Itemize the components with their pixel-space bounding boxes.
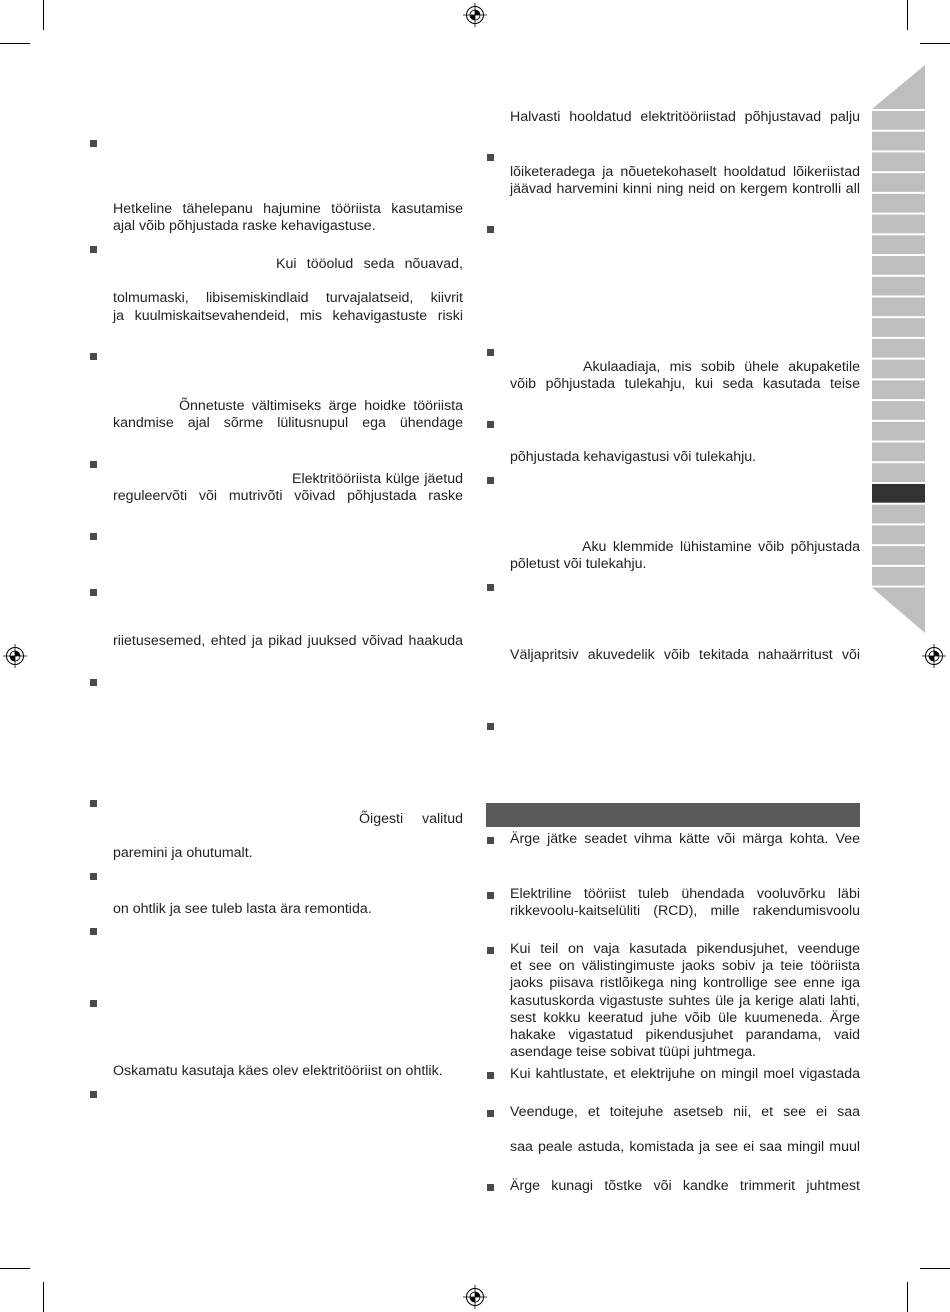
chapter-tab-corner: [872, 65, 925, 109]
text-line: võib põhjustada tulekahju, kui seda kasutada teise: [510, 376, 860, 392]
text-line: Ärge kunagi tõstke või kandke trimmerit juhtmest: [510, 1178, 860, 1194]
bullet: [487, 947, 494, 954]
text-line: paremini ja ohutumalt.: [113, 845, 253, 861]
text-line: tolmumaski, libisemiskindlaid turvajalatseid, kiivrit: [113, 290, 463, 306]
registration-mark-icon: [462, 1284, 488, 1310]
chapter-tab: [872, 256, 925, 275]
chapter-tab: [872, 297, 925, 316]
text-line: Halvasti hooldatud elektritööriistad põhjustavad palju: [510, 109, 860, 125]
text-line: Elektriline tööriist tuleb ühendada vooluvõrku läbi: [510, 886, 860, 902]
crop-mark: [43, 1282, 44, 1312]
chapter-tab: [872, 567, 925, 586]
crop-mark: [907, 1282, 908, 1312]
chapter-tab: [872, 339, 925, 358]
text-line: jaoks piisava ristlõikega ning kontrollige see enne iga: [510, 975, 860, 992]
bullet: [487, 723, 494, 730]
text-line: põhjustada kehavigastusi või tulekahju.: [510, 449, 757, 465]
bullet: [487, 1184, 494, 1191]
bullet: [90, 533, 97, 540]
bullet: [90, 1000, 97, 1007]
bullet: [487, 892, 494, 899]
bullet: [487, 477, 494, 484]
chapter-tabs: [872, 64, 925, 634]
crop-mark: [0, 43, 30, 44]
text-line: Õnnetuste vältimiseks ärge hoidke tööriista: [179, 398, 463, 414]
chapter-tab-corner: [872, 588, 925, 633]
text-line: hakake vigastatud pikendusjuhet parandama, vaid: [510, 1027, 860, 1043]
crop-mark: [43, 0, 44, 30]
registration-mark-icon: [2, 643, 28, 669]
text-line: Oskamatu kasutaja käes olev elektritööriist on ohtlik.: [113, 1063, 443, 1079]
bullet: [90, 353, 97, 360]
text-line: saa peale astuda, komistada ja see ei saa mingil muul: [510, 1139, 860, 1155]
text-line: Kui kahtlustate, et elektrijuhe on mingil moel vigastada: [510, 1066, 860, 1082]
text-line: Hetkeline tähelepanu hajumine tööriista kasutamise: [113, 201, 463, 217]
chapter-tab: [872, 401, 925, 420]
bullet: [90, 873, 97, 880]
chapter-tab: [872, 215, 925, 234]
bullet: [487, 1072, 494, 1079]
text-line: Aku klemmide lühistamine võib põhjustada: [582, 539, 860, 555]
text-line: Veenduge, et toitejuhe asetseb nii, et see ei saa: [510, 1104, 860, 1120]
chapter-tab: [872, 132, 925, 151]
chapter-tab: [872, 152, 925, 171]
bullet: [487, 154, 494, 161]
bullet: [487, 1110, 494, 1117]
text-line: on ohtlik ja see tuleb lasta ära remontida.: [113, 901, 372, 917]
bullet: [90, 140, 97, 147]
crop-mark: [920, 43, 950, 44]
crop-mark: [920, 1268, 950, 1269]
chapter-tab: [872, 422, 925, 441]
bullet: [90, 1091, 97, 1098]
chapter-tab: [872, 360, 925, 379]
bullet: [90, 589, 97, 596]
crop-mark: [0, 1268, 30, 1269]
chapter-tab: [872, 546, 925, 565]
text-line: reguleervõti või mutrivõti võivad põhjustada raske: [113, 488, 463, 504]
registration-mark-icon: [921, 643, 947, 669]
text-line: põletust või tulekahju.: [510, 556, 647, 572]
chapter-tab: [872, 505, 925, 524]
text-line: Kui teil on vaja kasutada pikendusjuhet, veenduge: [510, 941, 860, 957]
text-line: ja kuulmiskaitsevahendeid, mis kehavigastuste riski: [113, 308, 463, 324]
section-heading-bar: [486, 803, 860, 827]
bullet: [487, 226, 494, 233]
text-line: ajal võib põhjustada raske kehavigastuse.: [113, 218, 376, 234]
chapter-tab-active: [872, 484, 925, 503]
bullet: [90, 800, 97, 807]
text-line: Elektritööriista külge jäetud: [292, 471, 463, 487]
text-line: kasutuskorda vigastuste suhtes üle ja kerige alati lahti,: [510, 992, 860, 1009]
chapter-tab: [872, 194, 925, 213]
text-line: Kui tööolud seda nõuavad,: [276, 256, 463, 272]
bullet: [90, 461, 97, 468]
bullet: [487, 837, 494, 844]
text-line: Akulaadiaja, mis sobib ühele akupaketile: [583, 359, 860, 375]
text-line: rikkevoolu-kaitselüliti (RCD), mille rakendumisvoolu: [510, 903, 860, 919]
bullet: [90, 246, 97, 253]
bullet: [90, 679, 97, 686]
bullet: [90, 928, 97, 935]
text-line: asendage teise sobivat tüüpi juhtmega.: [510, 1044, 757, 1061]
text-line: riietusesemed, ehted ja pikad juuksed võivad haakuda: [113, 633, 463, 649]
chapter-tab: [872, 235, 925, 254]
chapter-tab: [872, 380, 925, 399]
text-line: lõiketeradega ja nõuetekohaselt hooldatud lõikeriistad: [510, 164, 860, 180]
chapter-tab: [872, 525, 925, 544]
registration-mark-icon: [462, 2, 488, 28]
text-line: jäävad harvemini kinni ning neid on kergem kontrolli all: [510, 181, 860, 197]
bullet: [487, 349, 494, 356]
crop-mark: [907, 0, 908, 30]
chapter-tab: [872, 277, 925, 296]
chapter-tab: [872, 111, 925, 130]
text-line: Ärge jätke seadet vihma kätte või märga kohta. Vee: [510, 831, 860, 847]
chapter-tab: [872, 443, 925, 462]
bullet: [487, 584, 494, 591]
chapter-tab: [872, 463, 925, 482]
bullet: [487, 421, 494, 428]
text-line: Õigesti valitud: [359, 811, 463, 827]
text-line: Väljapritsiv akuvedelik võib tekitada nahaärritust või: [510, 647, 860, 663]
text-line: sest kokku keeratud juhe võib üle kuumeneda. Ärge: [510, 1009, 860, 1026]
chapter-tab: [872, 173, 925, 192]
text-line: kandmise ajal sõrme lülitusnupul ega ühendage: [113, 415, 463, 431]
chapter-tab: [872, 318, 925, 337]
text-line: et see on välistingimuste jaoks sobiv ja teie tööriista: [510, 958, 860, 975]
